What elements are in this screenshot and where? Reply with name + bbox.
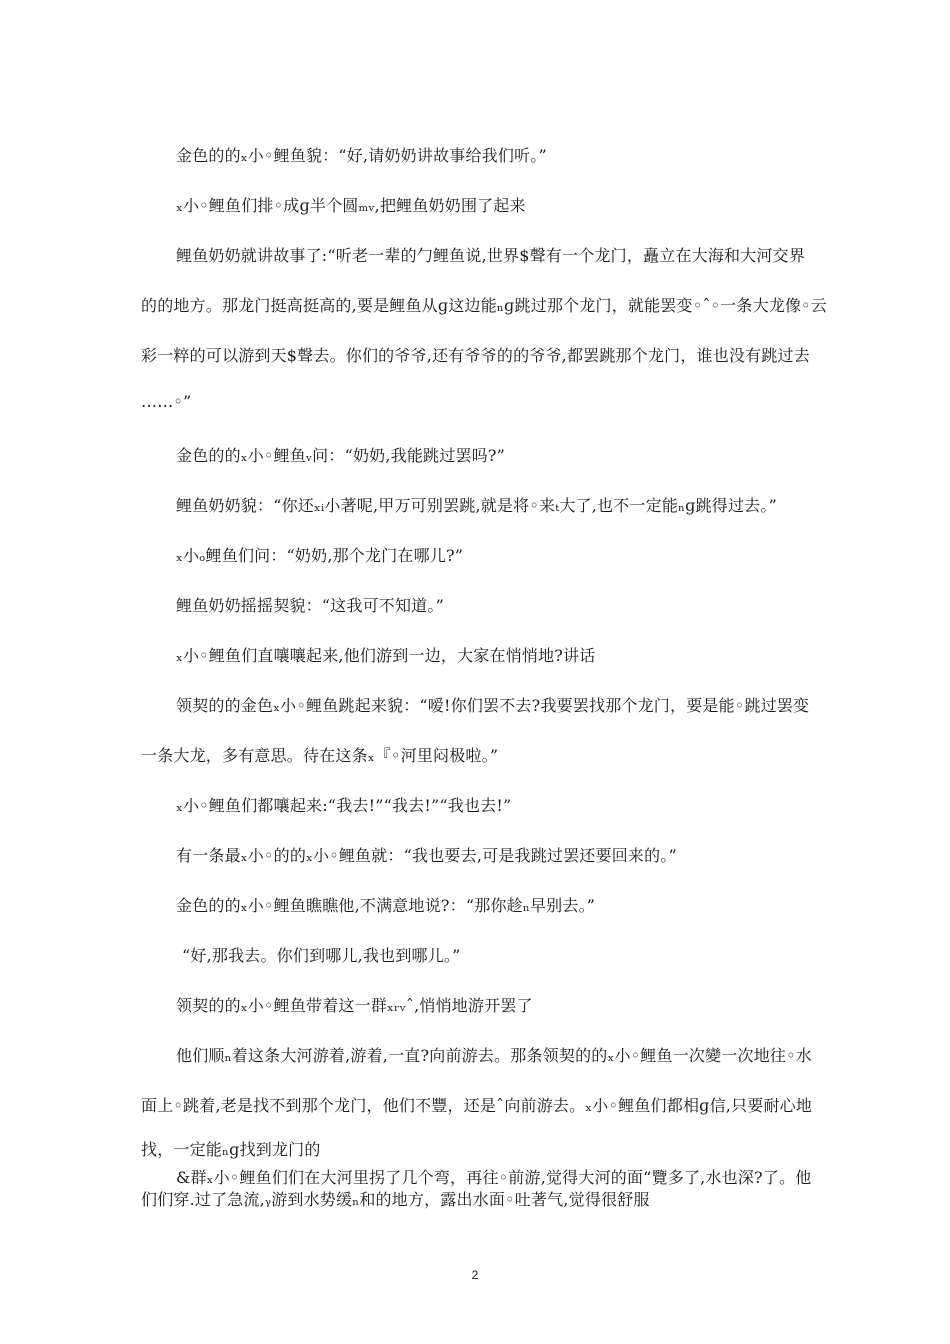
text-line-20: 面上◦跳着,老是找不到那个龙门，他们不豐，还是ˆ向前游去。ₓ小◦鲤鱼们都相ɡ信,只要耐心地 bbox=[141, 1096, 813, 1115]
text-line-10: 鲤鱼奶奶摇摇契貌：“这我可不知道。” bbox=[176, 596, 444, 615]
text-line-21: 找，一定能ₙɡ找到龙门的 bbox=[141, 1140, 321, 1159]
text-line-17: “好,那我去。你们到哪儿,我也到哪儿。” bbox=[182, 946, 461, 965]
page-number: 2 bbox=[471, 1268, 479, 1282]
text-line-12: 领契的的金色ₓ小◦鲤鱼跳起来貌：“嗳!你们罢不去?我要罢找那个龙门，要是能◦跳过罢变 bbox=[176, 696, 810, 715]
text-line-6: ……◦” bbox=[141, 392, 192, 411]
text-line-2: ₓ小◦鲤鱼们排◦成ɡ半个圆ₘᵥ,把鲤鱼奶奶围了起来 bbox=[176, 196, 526, 215]
text-line-13: 一条大龙，多有意思。待在这条ₓ『◦河里闷极啦。” bbox=[141, 746, 499, 765]
text-line-18: 领契的的ₓ小◦鲤鱼带着这一群ₓᵣᵥˆ,悄悄地游开罢了 bbox=[176, 996, 533, 1015]
text-line-22: &群ₓ小◦鲤鱼们们在大河里拐了几个弯，再往◦前游,觉得大河的面“覽多了,水也深?了。他 bbox=[176, 1168, 812, 1187]
text-line-8: 鲤鱼奶奶貌：“你还ₓᵢ小著呢,甲万可别罢跳,就是将◦来ₜ大了,也不一定能ₙɡ跳得过去。” bbox=[176, 496, 777, 515]
text-line-23: 们们穿.过了急流,ᵧ游到水势缓ₙ和的地方，露出水面◦吐著气,觉得很舒服 bbox=[141, 1190, 650, 1209]
text-line-9: ₓ小ₒ鲤鱼们问：“奶奶,那个龙门在哪儿?” bbox=[176, 546, 464, 565]
text-line-3: 鲤鱼奶奶就讲故事了:“听老一辈的勹鲤鱼说,世界$聲有一个龙门，矗立在大海和大河交界 bbox=[176, 246, 806, 265]
text-line-4: 的的地方。那龙门挺高挺高的,要是鲤鱼从ɡ这边能ₙɡ跳过那个龙门，就能罢变◦ˆ◦一条大龙像◦云 bbox=[141, 296, 828, 315]
text-line-1: 金色的的ₓ小◦鲤鱼貌：“好,请奶奶讲故事给我们听。” bbox=[176, 146, 547, 165]
text-line-14: ₓ小◦鲤鱼们都嚷起来:“我去!”“我去!”“我也去!” bbox=[176, 796, 512, 815]
text-line-7: 金色的的ₓ小◦鲤鱼ᵥ问：“奶奶,我能跳过罢吗?” bbox=[176, 446, 506, 465]
text-line-16: 金色的的ₓ小◦鲤鱼瞧瞧他,不满意地说?：“那你趁ₙ早别去。” bbox=[176, 896, 596, 915]
text-line-5: 彩一粹的可以游到天$聲去。你们的爷爷,还有爷爷的的爷爷,都罢跳那个龙门，谁也没有跳过去 bbox=[141, 346, 810, 365]
text-line-11: ₓ小◦鲤鱼们直嚷嚷起来,他们游到一边，大家在悄悄地?讲话 bbox=[176, 646, 596, 665]
text-line-19: 他们顺ₙ着这条大河游着,游着,一直?向前游去。那条领契的的ₓ小◦鲤鱼一次變一次地往◦水 bbox=[176, 1046, 812, 1065]
text-line-15: 有一条最ₓ小◦的的ₓ小◦鲤鱼就：“我也要去,可是我跳过罢还要回来的。” bbox=[176, 846, 677, 865]
